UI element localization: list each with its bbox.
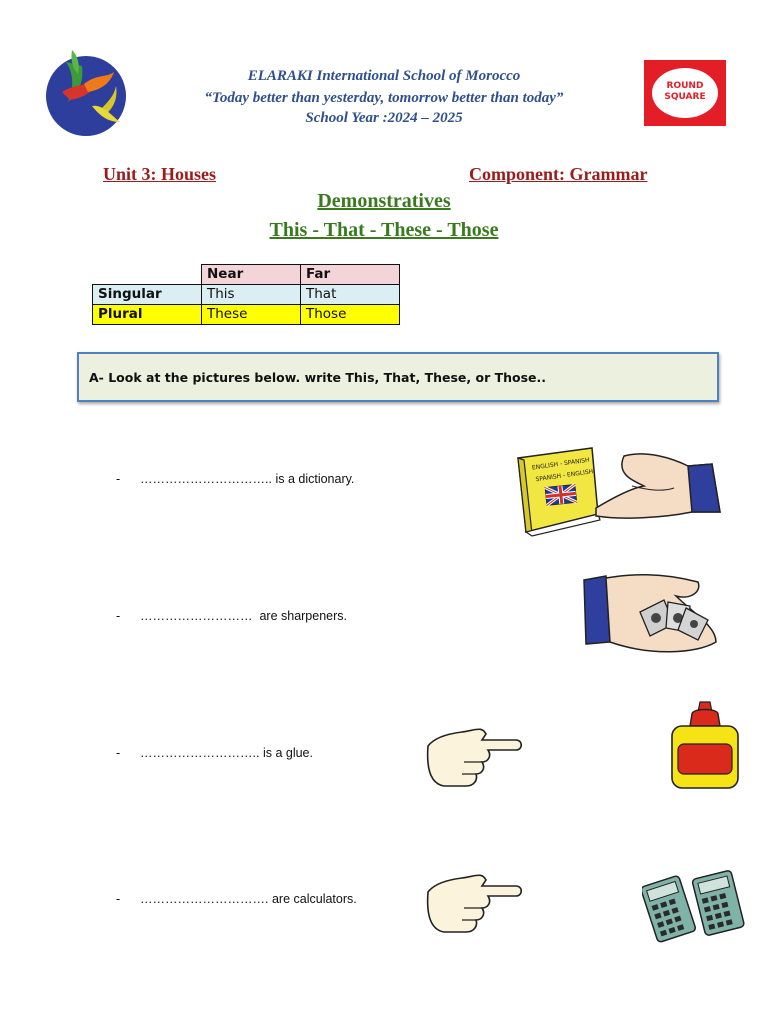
exercise-text: is a glue. bbox=[262, 746, 313, 760]
answer-blank[interactable]: …………………………. bbox=[140, 892, 269, 906]
exercise-text: are sharpeners. bbox=[259, 609, 348, 623]
round-square-logo bbox=[644, 60, 726, 126]
dictionary-label-1: ENGLISH - SPANISH bbox=[531, 456, 591, 472]
table-corner-cell bbox=[93, 265, 202, 285]
component-label: Component: Grammar bbox=[469, 164, 648, 184]
dictionary-hand-illustration bbox=[512, 446, 724, 538]
exercise-item bbox=[116, 472, 354, 486]
instruction-text: A- Look at the pictures below. write This, That, These, or Those.. bbox=[89, 370, 547, 385]
table-cell: These bbox=[202, 305, 301, 325]
table-cell: This bbox=[202, 285, 301, 305]
exercise-dash: - bbox=[116, 746, 121, 760]
answer-blank[interactable]: ……………………… bbox=[140, 609, 253, 623]
page-subtitle: This - That - These - Those bbox=[269, 219, 499, 241]
table-row bbox=[93, 285, 400, 305]
exercise-text: is a dictionary. bbox=[275, 472, 355, 486]
calculator-icon bbox=[642, 875, 696, 943]
table-cell: Those bbox=[301, 305, 400, 325]
instruction-box bbox=[77, 352, 719, 402]
school-motto: “Today better than yesterday, tomorrow better than today” bbox=[204, 90, 564, 106]
dictionary-label-2: SPANISH - ENGLISH bbox=[535, 468, 594, 484]
calculators-icon bbox=[642, 864, 748, 944]
calculator-icon bbox=[692, 870, 745, 936]
page-title: Demonstratives bbox=[317, 190, 451, 212]
exercise-dash: - bbox=[116, 609, 121, 623]
exercise-dash: - bbox=[116, 892, 121, 906]
uk-flag-icon bbox=[545, 484, 577, 505]
table-row bbox=[93, 305, 400, 325]
badge-text-square: SQUARE bbox=[664, 92, 706, 102]
exercise-item bbox=[116, 746, 313, 760]
sharpeners-hand-illustration bbox=[580, 572, 724, 658]
exercise-text: are calculators. bbox=[271, 892, 357, 906]
exercise-item bbox=[116, 892, 357, 906]
table-header-near: Near bbox=[202, 265, 301, 285]
pointing-hand-icon bbox=[424, 868, 524, 938]
school-year: School Year :2024 – 2025 bbox=[305, 110, 463, 126]
table-header-row bbox=[93, 265, 400, 285]
school-name: ELARAKI International School of Morocco bbox=[247, 68, 521, 84]
unit-label: Unit 3: Houses bbox=[103, 164, 217, 184]
table-cell: That bbox=[301, 285, 400, 305]
pointing-hand-icon bbox=[424, 722, 524, 792]
table-row-label: Singular bbox=[93, 285, 202, 305]
answer-blank[interactable]: ……………………….. bbox=[140, 746, 260, 760]
table-row-label: Plural bbox=[93, 305, 202, 325]
table-header-far: Far bbox=[301, 265, 400, 285]
exercise-item bbox=[116, 609, 347, 623]
answer-blank[interactable]: ………………………….. bbox=[140, 472, 272, 486]
badge-text-round: ROUND bbox=[666, 81, 704, 91]
glue-bottle-icon bbox=[666, 700, 744, 792]
demonstratives-table bbox=[92, 264, 400, 325]
exercise-dash: - bbox=[116, 472, 121, 486]
school-logo bbox=[44, 44, 130, 136]
